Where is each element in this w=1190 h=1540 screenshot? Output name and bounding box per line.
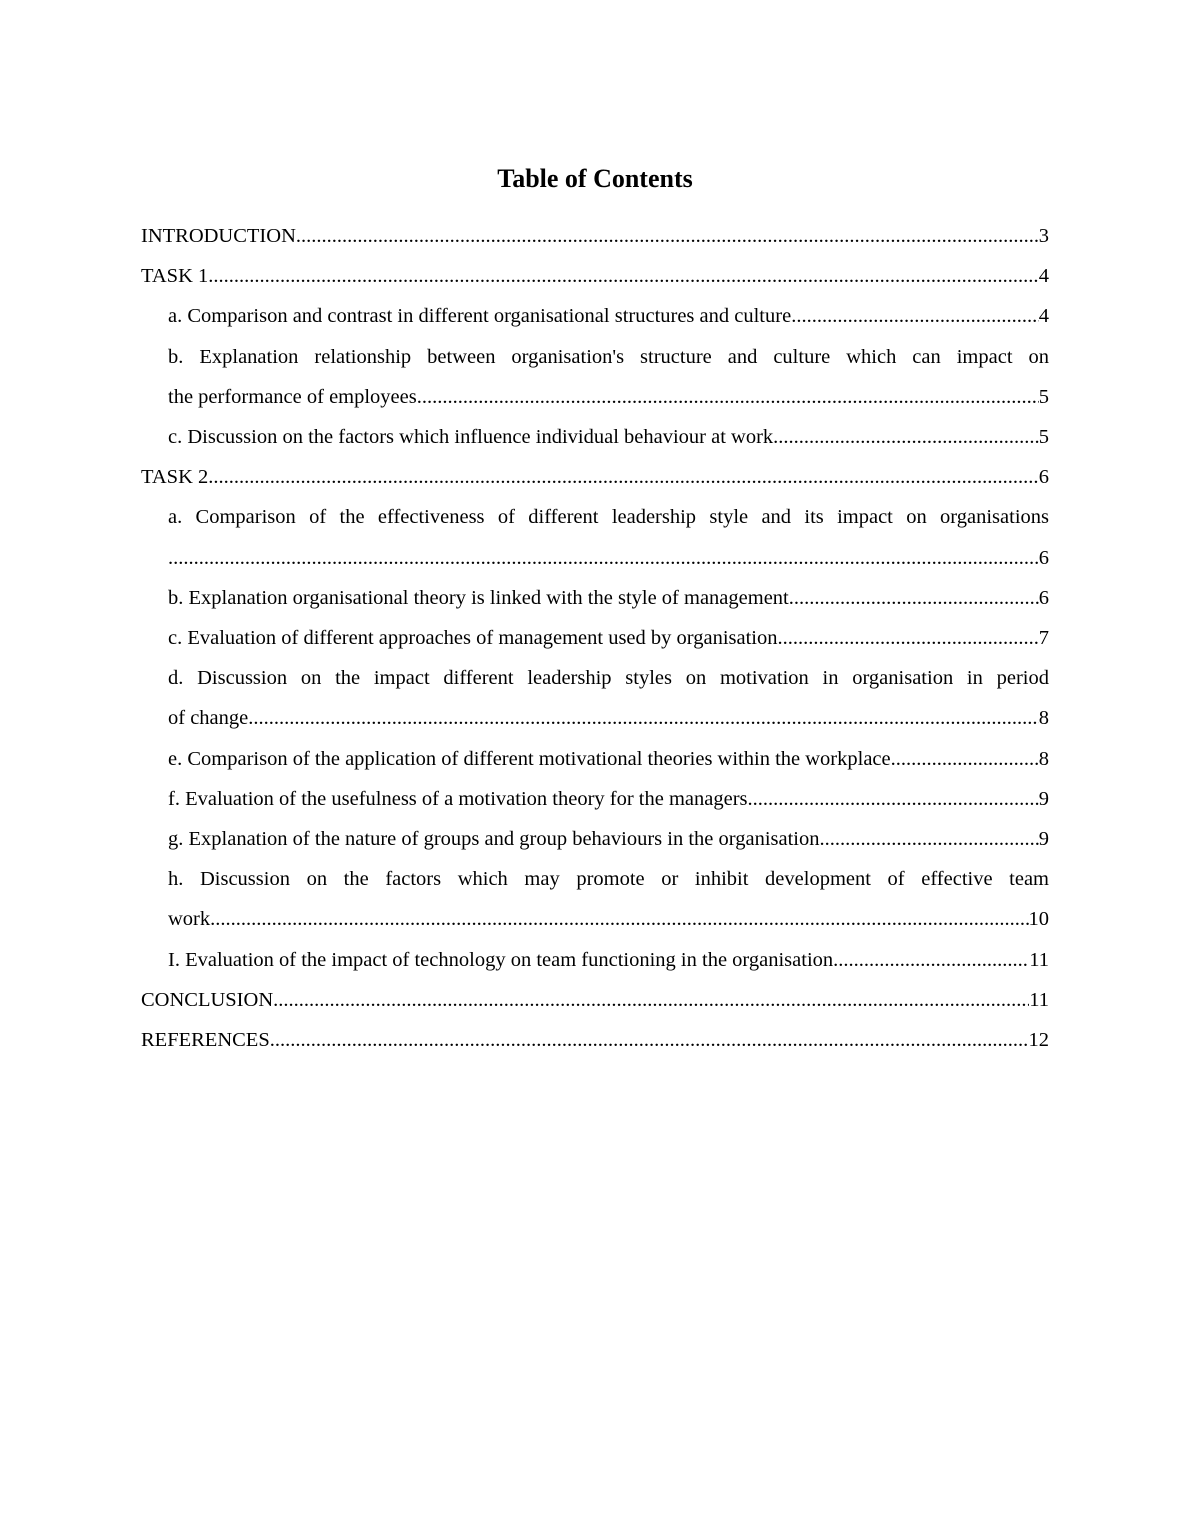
toc-entry-line2	[168, 698, 1049, 738]
toc-dot-leader	[891, 739, 1039, 779]
toc-page-number: 9	[1038, 787, 1049, 810]
toc-page-number: 10	[1028, 908, 1049, 931]
toc-dot-leader	[273, 980, 1029, 1020]
toc-entry-introduction[interactable]	[141, 216, 1049, 256]
toc-dot-leader	[789, 578, 1039, 618]
toc-dot-leader	[168, 538, 1039, 578]
toc-dot-leader	[417, 377, 1039, 417]
toc-entry-text: the performance of employees	[168, 385, 417, 408]
toc-entry-line2	[168, 899, 1049, 939]
toc-page-number: 5	[1038, 426, 1049, 449]
toc-entry-line2	[168, 538, 1049, 578]
toc-entry-text: CONCLUSION	[141, 988, 274, 1011]
toc-page-number: 11	[1029, 988, 1049, 1011]
toc-page-number: 8	[1038, 747, 1049, 770]
toc-entry-task-1[interactable]	[141, 256, 1049, 296]
toc-entry-task-2-h[interactable]	[141, 859, 1049, 939]
toc-page-number: 11	[1029, 948, 1049, 971]
toc-entry-text: TASK 1	[141, 265, 209, 288]
toc-dot-leader	[833, 940, 1029, 980]
toc-entry-task-1-c[interactable]	[141, 417, 1049, 457]
toc-dot-leader	[773, 417, 1039, 457]
toc-dot-leader	[248, 698, 1039, 738]
toc-entry-text: a. Comparison of the effectiveness of different leadership style and its impact on organisations	[168, 506, 1049, 529]
toc-entry-task-2-f[interactable]	[141, 779, 1049, 819]
toc-dot-leader	[270, 1020, 1029, 1060]
toc-entry-text: f. Evaluation of the usefulness of a motivation theory for the managers	[168, 787, 748, 810]
toc-page-number: 5	[1038, 385, 1049, 408]
toc-entry-task-2-g[interactable]	[141, 819, 1049, 859]
toc-entry-text: e. Comparison of the application of different motivational theories within the workplace	[168, 747, 891, 770]
toc-entry-task-2[interactable]	[141, 457, 1049, 497]
toc-dot-leader	[778, 618, 1039, 658]
toc-page-number: 3	[1038, 225, 1049, 247]
toc-entry-task-2-a[interactable]	[141, 497, 1049, 577]
toc-entry-text: h. Discussion on the factors which may promote or inhibit development of effective team	[168, 868, 1049, 891]
toc-entry-text: of change	[168, 707, 249, 730]
toc-entry-text: TASK 2	[141, 466, 209, 489]
toc-page-number: 4	[1038, 265, 1049, 288]
toc-dot-leader	[748, 779, 1039, 819]
toc-entry-task-2-e[interactable]	[141, 739, 1049, 779]
toc-dot-leader	[208, 457, 1038, 497]
toc-entry-line2	[168, 377, 1049, 417]
toc-entry-text: c. Discussion on the factors which influence individual behaviour at work	[168, 426, 774, 449]
toc-entry-text: b. Explanation organisational theory is linked with the style of management	[168, 586, 789, 609]
toc-dot-leader	[296, 216, 1039, 256]
toc-page-number: 12	[1028, 1029, 1049, 1052]
toc-page-number: 6	[1038, 586, 1049, 609]
toc-entry-text: work	[168, 908, 211, 931]
toc-entry-conclusion[interactable]	[141, 980, 1049, 1020]
toc-entry-task-2-i[interactable]	[141, 940, 1049, 980]
toc-entry-task-2-b[interactable]	[141, 578, 1049, 618]
toc-entry-references[interactable]	[141, 1020, 1049, 1060]
toc-entry-task-2-d[interactable]	[141, 658, 1049, 738]
toc-page-number: 9	[1038, 828, 1049, 851]
toc-entry-text: c. Evaluation of different approaches of management used by organisation	[168, 627, 778, 650]
toc-entry-task-1-a[interactable]	[141, 296, 1049, 336]
toc-entry-text: g. Explanation of the nature of groups and group behaviours in the organisation	[168, 828, 820, 851]
toc-dot-leader	[820, 819, 1039, 859]
toc-list	[141, 216, 1049, 1060]
toc-entry-text: b. Explanation relationship between organisation's structure and culture which can impact on	[168, 345, 1049, 368]
toc-entry-text: d. Discussion on the impact different leadership styles on motivation in organisation in period	[168, 667, 1049, 690]
toc-entry-task-2-c[interactable]	[141, 618, 1049, 658]
toc-page-number: 6	[1038, 546, 1049, 569]
toc-entry-task-1-b[interactable]	[141, 337, 1049, 417]
toc-entry-text: a. Comparison and contrast in different organisational structures and culture	[168, 305, 792, 328]
toc-page-number: 7	[1038, 627, 1049, 650]
toc-dot-leader	[208, 256, 1038, 296]
toc-dot-leader	[791, 296, 1039, 336]
toc-page-number: 8	[1038, 707, 1049, 730]
toc-title: Table of Contents	[497, 164, 693, 193]
toc-entry-text: INTRODUCTION	[141, 225, 296, 247]
toc-page-number: 6	[1038, 466, 1049, 489]
toc-page-number: 4	[1038, 305, 1049, 328]
toc-dot-leader	[210, 899, 1028, 939]
toc-entry-text: I. Evaluation of the impact of technology on team functioning in the organisation	[168, 948, 834, 971]
toc-entry-text: REFERENCES	[141, 1029, 270, 1052]
